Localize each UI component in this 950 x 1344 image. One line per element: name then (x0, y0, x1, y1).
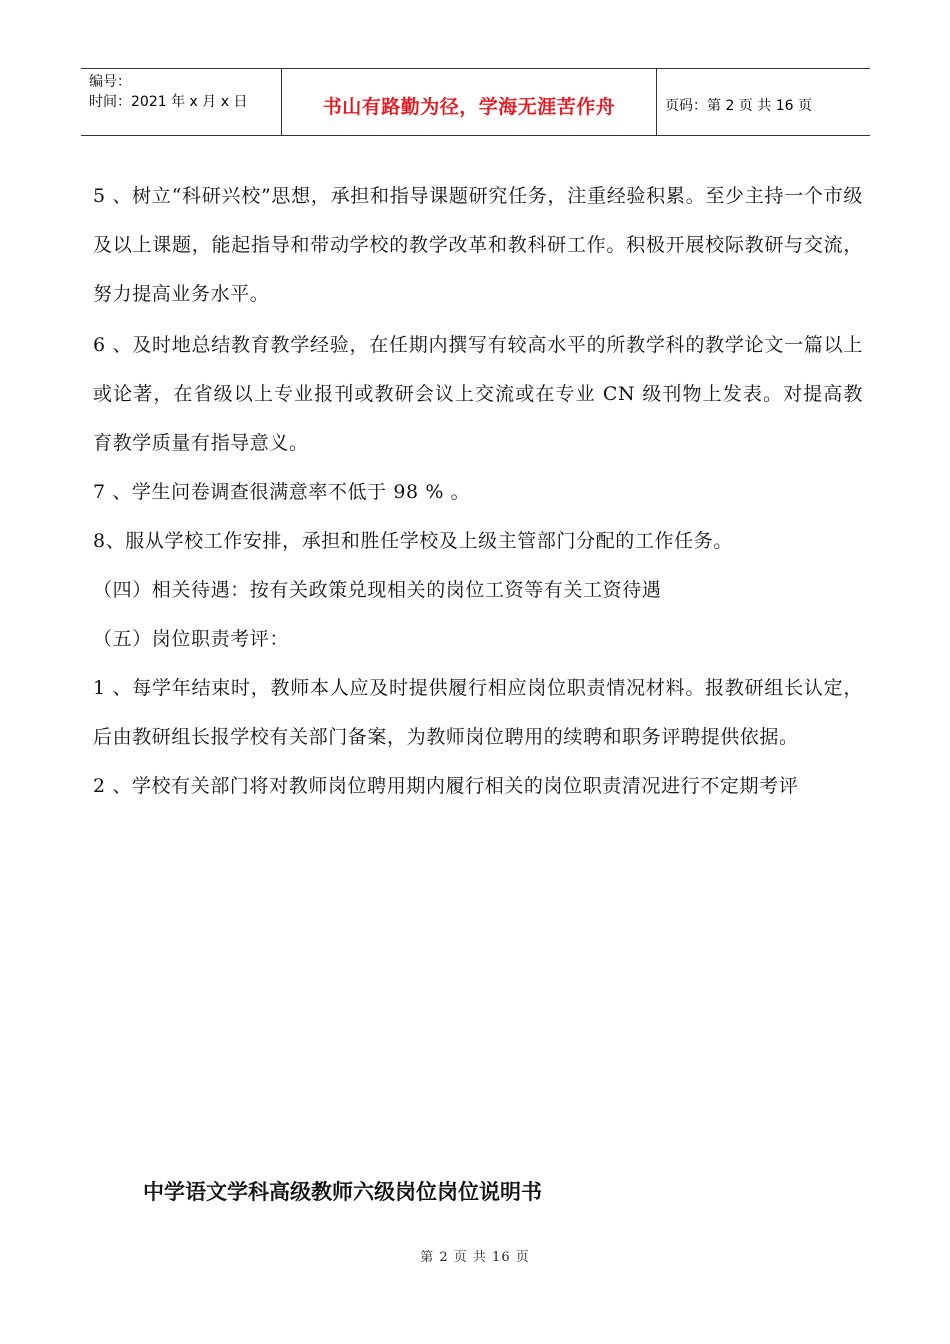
page-footer (0, 1246, 950, 1265)
paragraph-item-7: 7 、学生问卷调查很满意率不低于 98 % 。 (93, 481, 471, 503)
header-page-info-cell (657, 69, 870, 135)
document-body (93, 172, 863, 811)
section-treatment: （四）相关待遇：按有关政策兑现相关的岗位工资等有关工资待遇 (93, 579, 662, 601)
header-time-label: 时间：2021 年 x 月 x 日 (89, 94, 248, 110)
header-motto-cell (281, 69, 657, 135)
section-evaluation-heading: （五）岗位职责考评： (93, 628, 290, 650)
footer-page-number: 第 2 页 共 16 页 (420, 1250, 530, 1265)
evaluation-item-1: 1 、每学年结束时，教师本人应及时提供履行相应岗位职责情况材料。报教研组长认定，后由教研组长报学校有关部门备案，为教师岗位聘用的续聘和职务评聘提供依据。 (93, 677, 863, 748)
document-title: 中学语文学科高级教师六级岗位岗位说明书 (143, 1180, 542, 1204)
header-motto: 书山有路勤为径，学海无涯苦作舟 (322, 95, 616, 118)
header-meta (81, 69, 281, 135)
header-page-info: 页码：第 2 页 共 16 页 (665, 98, 812, 114)
header-number-label: 编号： (89, 74, 131, 90)
page-header (81, 68, 870, 136)
paragraph-item-5: 5 、树立“科研兴校”思想，承担和指导课题研究任务，注重经验积累。至少主持一个市级及以上课题，能起指导和带动学校的教学改革和教科研工作。积极开展校际教研与交流，努力提高业务水平。 (93, 185, 863, 305)
paragraph-item-6: 6 、及时地总结教育教学经验，在任期内撰写有较高水平的所教学科的教学论文一篇以上或论著，在省级以上专业报刊或教研会议上交流或在专业 CN 级刊物上发表。对提高教育教学质量有指导意义。 (93, 334, 863, 454)
paragraph-item-8: 8、服从学校工作安排，承担和胜任学校及上级主管部门分配的工作任务。 (93, 530, 733, 552)
evaluation-item-2: 2 、学校有关部门将对教师岗位聘用期内履行相关的岗位职责清况进行不定期考评 (93, 775, 799, 797)
